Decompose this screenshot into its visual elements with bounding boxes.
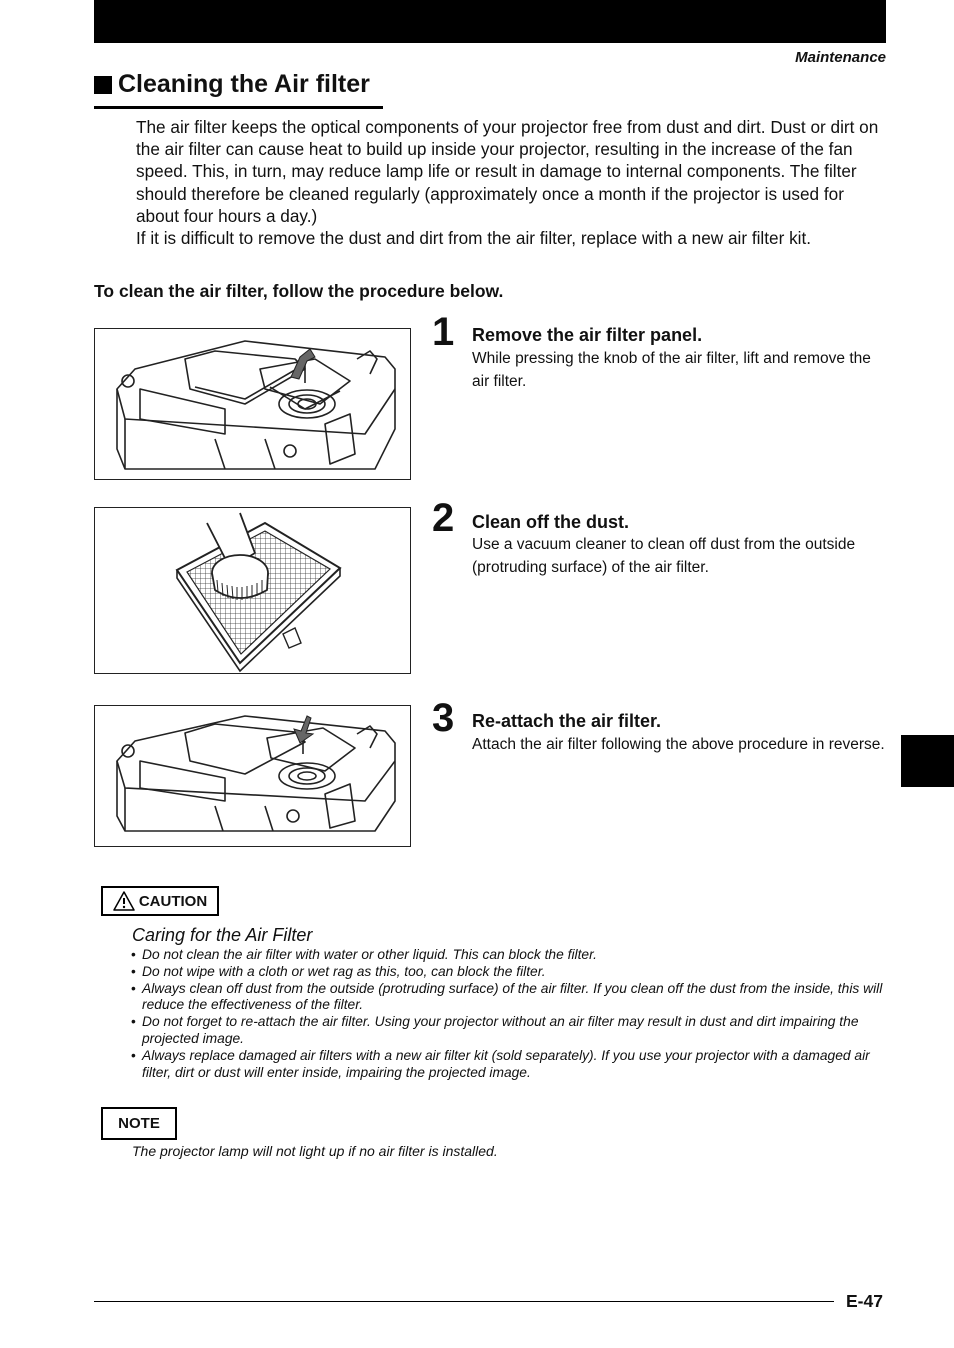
note-text: The projector lamp will not light up if no air filter is installed. [132,1143,498,1159]
page-title-text: Cleaning the Air filter [118,70,370,98]
caution-item: • Do not forget to re-attach the air filter. Using your projector without an air filter may result in dust and dirt impairing the projected image. [131,1014,891,1048]
caution-subtitle: Caring for the Air Filter [132,925,313,945]
step-title-2: Clean off the dust. [472,512,629,532]
caution-item: • Do not wipe with a cloth or wet rag as this, too, can block the filter. [131,964,891,981]
vacuum-filter-illustration [95,508,410,673]
header-bar [94,0,886,43]
step-title-1: Remove the air filter panel. [472,325,703,345]
step-number-3: 3 [432,696,455,740]
warning-triangle-icon [113,891,135,911]
page-title [94,70,370,99]
caution-item: • Do not clean the air filter with water or other liquid. This can block the filter. [131,947,891,964]
intro-paragraph-1: The air filter keeps the optical components of your projector free from dust and dirt. Dust or dirt on the air filter can cause heat to build up inside your projector, resulting in the increase of the fan speed. This, in turn, may reduce lamp life or result in damage to internal components. The filter should therefore be cleaned regularly (approximately once a month if the projector is used for about four hours a day.) [136,117,879,226]
chapter-side-tab [901,735,954,787]
caution-label: CAUTION [138,892,208,910]
figure-reattach-filter [94,705,411,847]
caution-item: • Always clean off dust from the outside (protruding surface) of the air filter. If you clean off the dust from the inside, this will reduce the effectiveness of the filter. [131,981,891,1015]
step-description-2: Use a vacuum cleaner to clean off dust from the outside (protruding surface) of the air filter. [472,536,856,576]
step-description-1: While pressing the knob of the air filter, lift and remove the air filter. [472,350,871,390]
section-label: Maintenance [795,49,886,66]
procedure-heading: To clean the air filter, follow the procedure below. [94,281,504,301]
step-title-3: Re-attach the air filter. [472,711,662,731]
caution-list [131,947,891,1081]
note-label-box [101,1107,177,1140]
square-bullet-icon [94,76,112,94]
title-underline [94,106,383,109]
projector-illustration [95,329,410,479]
step-number-1: 1 [432,310,455,354]
projector-illustration-reattach [95,706,410,846]
caution-item: • Always replace damaged air filters with a new air filter kit (sold separately). If you use your projector with a damaged air filter, dirt or dust will enter inside, impairing the projected image. [131,1048,891,1082]
caution-label-box [101,886,219,916]
figure-remove-filter [94,328,411,480]
intro-text [136,116,888,249]
page-number: E-47 [846,1291,883,1311]
step-number-2: 2 [432,496,455,540]
intro-paragraph-2: If it is difficult to remove the dust and dirt from the air filter, replace with a new air filter kit. [136,228,812,249]
step-description-3: Attach the air filter following the above procedure in reverse. [472,736,885,753]
note-label: NOTE [118,1115,160,1132]
footer-rule [94,1301,834,1302]
figure-clean-filter [94,507,411,674]
